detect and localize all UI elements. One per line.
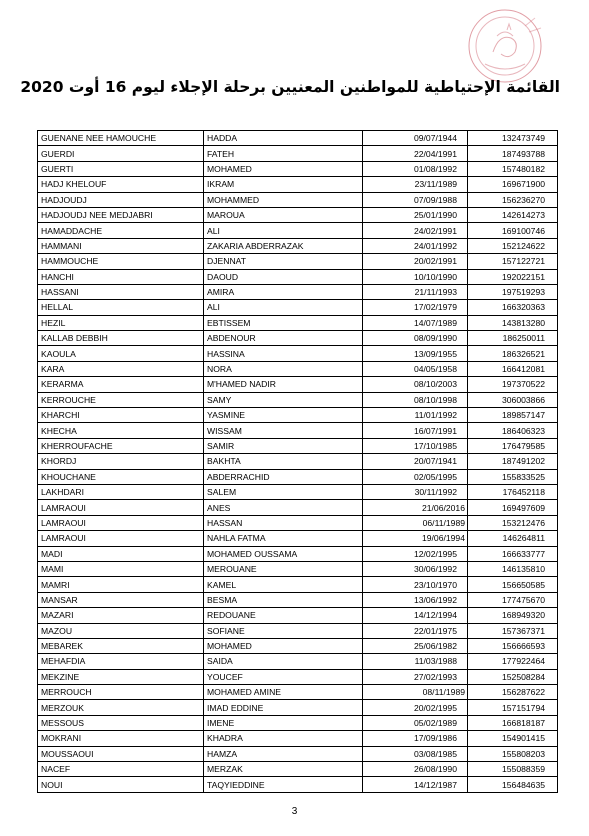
first-name-cell: M'HAMED NADIR <box>204 377 363 392</box>
id-number-cell: 152508284 <box>468 669 558 684</box>
table-row <box>38 346 558 361</box>
id-number-cell: 157122721 <box>468 254 558 269</box>
surname-cell: MERZOUK <box>38 700 204 715</box>
surname-cell: LAMRAOUI <box>38 515 204 530</box>
first-name-cell: SAMIR <box>204 438 363 453</box>
surname-cell: KERROUCHE <box>38 392 204 407</box>
birth-date-cell: 05/02/1989 <box>363 715 468 730</box>
id-number-cell: 187493788 <box>468 146 558 161</box>
first-name-cell: MOHAMED OUSSAMA <box>204 546 363 561</box>
first-name-cell: NORA <box>204 361 363 376</box>
id-number-cell: 156236270 <box>468 192 558 207</box>
table-row <box>38 238 558 253</box>
first-name-cell: IMAD EDDINE <box>204 700 363 715</box>
surname-cell: GUERTI <box>38 161 204 176</box>
first-name-cell: FATEH <box>204 146 363 161</box>
id-number-cell: 155833525 <box>468 469 558 484</box>
surname-cell: HADJ KHELOUF <box>38 177 204 192</box>
surname-cell: MAMI <box>38 561 204 576</box>
id-number-cell: 143813280 <box>468 315 558 330</box>
birth-date-cell: 20/02/1995 <box>363 700 468 715</box>
table-row <box>38 207 558 222</box>
first-name-cell: ABDENOUR <box>204 331 363 346</box>
table-row <box>38 408 558 423</box>
table-row <box>38 454 558 469</box>
surname-cell: GUENANE NEE HAMOUCHE <box>38 131 204 146</box>
first-name-cell: WISSAM <box>204 423 363 438</box>
id-number-cell: 156484635 <box>468 777 558 792</box>
id-number-cell: 166320363 <box>468 300 558 315</box>
first-name-cell: KHADRA <box>204 731 363 746</box>
table-row <box>38 731 558 746</box>
surname-cell: KALLAB DEBBIH <box>38 331 204 346</box>
id-number-cell: 142614273 <box>468 207 558 222</box>
id-number-cell: 153212476 <box>468 515 558 530</box>
birth-date-cell: 01/08/1992 <box>363 161 468 176</box>
table-row <box>38 700 558 715</box>
birth-date-cell: 30/11/1992 <box>363 484 468 499</box>
table-row <box>38 177 558 192</box>
first-name-cell: NAHLA FATMA <box>204 531 363 546</box>
birth-date-cell: 30/06/1992 <box>363 561 468 576</box>
id-number-cell: 166818187 <box>468 715 558 730</box>
birth-date-cell: 08/10/1998 <box>363 392 468 407</box>
table-row <box>38 269 558 284</box>
id-number-cell: 156666593 <box>468 638 558 653</box>
table-row <box>38 608 558 623</box>
table-row <box>38 161 558 176</box>
id-number-cell: 155088359 <box>468 762 558 777</box>
first-name-cell: SALEM <box>204 484 363 499</box>
first-name-cell: IKRAM <box>204 177 363 192</box>
birth-date-cell: 17/10/1985 <box>363 438 468 453</box>
birth-date-cell: 20/07/1941 <box>363 454 468 469</box>
id-number-cell: 166412081 <box>468 361 558 376</box>
table-row <box>38 638 558 653</box>
id-number-cell: 152124622 <box>468 238 558 253</box>
surname-cell: MEHAFDIA <box>38 654 204 669</box>
birth-date-cell: 03/08/1985 <box>363 746 468 761</box>
birth-date-cell: 26/08/1990 <box>363 762 468 777</box>
table-row <box>38 669 558 684</box>
id-number-cell: 177922464 <box>468 654 558 669</box>
page-title: القائمة الإحتياطية للمواطنين المعنيين برحلة الإجلاء ليوم 16 أوت 2020 <box>20 78 560 96</box>
first-name-cell: DAOUD <box>204 269 363 284</box>
birth-date-cell: 04/05/1958 <box>363 361 468 376</box>
first-name-cell: ALI <box>204 223 363 238</box>
first-name-cell: HASSAN <box>204 515 363 530</box>
table-row <box>38 146 558 161</box>
surname-cell: KAOULA <box>38 346 204 361</box>
birth-date-cell: 12/02/1995 <box>363 546 468 561</box>
id-number-cell: 132473749 <box>468 131 558 146</box>
birth-date-cell: 25/06/1982 <box>363 638 468 653</box>
table-row <box>38 469 558 484</box>
id-number-cell: 169100746 <box>468 223 558 238</box>
first-name-cell: TAQYIEDDINE <box>204 777 363 792</box>
table-row <box>38 284 558 299</box>
birth-date-cell: 21/11/1993 <box>363 284 468 299</box>
birth-date-cell: 22/01/1975 <box>363 623 468 638</box>
id-number-cell: 154901415 <box>468 731 558 746</box>
birth-date-cell: 24/02/1991 <box>363 223 468 238</box>
surname-cell: MEBAREK <box>38 638 204 653</box>
surname-cell: NACEF <box>38 762 204 777</box>
id-number-cell: 187491202 <box>468 454 558 469</box>
id-number-cell: 169497609 <box>468 500 558 515</box>
first-name-cell: HADDA <box>204 131 363 146</box>
table-row <box>38 777 558 792</box>
birth-date-cell: 11/01/1992 <box>363 408 468 423</box>
first-name-cell: IMENE <box>204 715 363 730</box>
table-row <box>38 561 558 576</box>
surname-cell: MOKRANI <box>38 731 204 746</box>
table-row <box>38 331 558 346</box>
birth-date-cell: 23/11/1989 <box>363 177 468 192</box>
birth-date-cell: 09/07/1944 <box>363 131 468 146</box>
first-name-cell: DJENNAT <box>204 254 363 269</box>
birth-date-cell: 21/06/2016 <box>363 500 468 515</box>
first-name-cell: MEROUANE <box>204 561 363 576</box>
surname-cell: MAZOU <box>38 623 204 638</box>
table-row <box>38 438 558 453</box>
first-name-cell: SAIDA <box>204 654 363 669</box>
reserve-list-table <box>37 130 558 793</box>
first-name-cell: ANES <box>204 500 363 515</box>
birth-date-cell: 13/09/1955 <box>363 346 468 361</box>
id-number-cell: 155808203 <box>468 746 558 761</box>
id-number-cell: 186250011 <box>468 331 558 346</box>
table-row <box>38 654 558 669</box>
id-number-cell: 306003866 <box>468 392 558 407</box>
id-number-cell: 146135810 <box>468 561 558 576</box>
surname-cell: MAMRI <box>38 577 204 592</box>
birth-date-cell: 24/01/1992 <box>363 238 468 253</box>
surname-cell: KERARMA <box>38 377 204 392</box>
id-number-cell: 197519293 <box>468 284 558 299</box>
first-name-cell: MOHAMED <box>204 638 363 653</box>
table-row <box>38 531 558 546</box>
table-row <box>38 223 558 238</box>
id-number-cell: 166633777 <box>468 546 558 561</box>
first-name-cell: HAMZA <box>204 746 363 761</box>
table-row <box>38 392 558 407</box>
birth-date-cell: 17/02/1979 <box>363 300 468 315</box>
birth-date-cell: 23/10/1970 <box>363 577 468 592</box>
table-row <box>38 546 558 561</box>
table-row <box>38 423 558 438</box>
id-number-cell: 156287622 <box>468 685 558 700</box>
birth-date-cell: 11/03/1988 <box>363 654 468 669</box>
first-name-cell: YOUCEF <box>204 669 363 684</box>
id-number-cell: 176479585 <box>468 438 558 453</box>
table-row <box>38 484 558 499</box>
first-name-cell: MOHAMED AMINE <box>204 685 363 700</box>
id-number-cell: 189857147 <box>468 408 558 423</box>
id-number-cell: 176452118 <box>468 484 558 499</box>
table-row <box>38 515 558 530</box>
first-name-cell: ALI <box>204 300 363 315</box>
birth-date-cell: 22/04/1991 <box>363 146 468 161</box>
table-row <box>38 592 558 607</box>
table-row <box>38 131 558 146</box>
birth-date-cell: 14/07/1989 <box>363 315 468 330</box>
surname-cell: HELLAL <box>38 300 204 315</box>
birth-date-cell: 07/09/1988 <box>363 192 468 207</box>
first-name-cell: MERZAK <box>204 762 363 777</box>
birth-date-cell: 08/11/1989 <box>363 685 468 700</box>
surname-cell: MEKZINE <box>38 669 204 684</box>
birth-date-cell: 20/02/1991 <box>363 254 468 269</box>
surname-cell: HAMMANI <box>38 238 204 253</box>
birth-date-cell: 14/12/1987 <box>363 777 468 792</box>
surname-cell: HAMMOUCHE <box>38 254 204 269</box>
id-number-cell: 197370522 <box>468 377 558 392</box>
birth-date-cell: 16/07/1991 <box>363 423 468 438</box>
surname-cell: MAZARI <box>38 608 204 623</box>
table-row <box>38 361 558 376</box>
surname-cell: LAKHDARI <box>38 484 204 499</box>
surname-cell: KARA <box>38 361 204 376</box>
first-name-cell: SAMY <box>204 392 363 407</box>
birth-date-cell: 25/01/1990 <box>363 207 468 222</box>
table-row <box>38 685 558 700</box>
surname-cell: GUERDI <box>38 146 204 161</box>
birth-date-cell: 19/06/1994 <box>363 531 468 546</box>
surname-cell: HEZIL <box>38 315 204 330</box>
first-name-cell: BAKHTA <box>204 454 363 469</box>
table-row <box>38 715 558 730</box>
table-row <box>38 254 558 269</box>
surname-cell: LAMRAOUI <box>38 531 204 546</box>
id-number-cell: 169671900 <box>468 177 558 192</box>
birth-date-cell: 06/11/1989 <box>363 515 468 530</box>
surname-cell: MANSAR <box>38 592 204 607</box>
first-name-cell: MOHAMED <box>204 161 363 176</box>
id-number-cell: 156650585 <box>468 577 558 592</box>
table-row <box>38 623 558 638</box>
first-name-cell: BESMA <box>204 592 363 607</box>
id-number-cell: 186406323 <box>468 423 558 438</box>
id-number-cell: 168949320 <box>468 608 558 623</box>
table-row <box>38 315 558 330</box>
first-name-cell: YASMINE <box>204 408 363 423</box>
first-name-cell: MAROUA <box>204 207 363 222</box>
birth-date-cell: 14/12/1994 <box>363 608 468 623</box>
surname-cell: KHORDJ <box>38 454 204 469</box>
birth-date-cell: 10/10/1990 <box>363 269 468 284</box>
id-number-cell: 186326521 <box>468 346 558 361</box>
surname-cell: KHERROUFACHE <box>38 438 204 453</box>
surname-cell: HANCHI <box>38 269 204 284</box>
table-row <box>38 192 558 207</box>
table-row <box>38 500 558 515</box>
surname-cell: MERROUCH <box>38 685 204 700</box>
table-row <box>38 746 558 761</box>
birth-date-cell: 17/09/1986 <box>363 731 468 746</box>
surname-cell: MADI <box>38 546 204 561</box>
table-row <box>38 577 558 592</box>
first-name-cell: EBTISSEM <box>204 315 363 330</box>
table-row <box>38 300 558 315</box>
surname-cell: HAMADDACHE <box>38 223 204 238</box>
id-number-cell: 146264811 <box>468 531 558 546</box>
table-row <box>38 377 558 392</box>
surname-cell: KHOUCHANE <box>38 469 204 484</box>
first-name-cell: KAMEL <box>204 577 363 592</box>
id-number-cell: 157480182 <box>468 161 558 176</box>
birth-date-cell: 27/02/1993 <box>363 669 468 684</box>
id-number-cell: 157367371 <box>468 623 558 638</box>
page-number: 3 <box>291 806 298 817</box>
first-name-cell: ABDERRACHID <box>204 469 363 484</box>
surname-cell: HASSANI <box>38 284 204 299</box>
table-row <box>38 762 558 777</box>
surname-cell: MESSOUS <box>38 715 204 730</box>
id-number-cell: 177475670 <box>468 592 558 607</box>
first-name-cell: SOFIANE <box>204 623 363 638</box>
surname-cell: LAMRAOUI <box>38 500 204 515</box>
first-name-cell: MOHAMMED <box>204 192 363 207</box>
surname-cell: HADJOUDJ NEE MEDJABRI <box>38 207 204 222</box>
id-number-cell: 157151794 <box>468 700 558 715</box>
first-name-cell: ZAKARIA ABDERRAZAK <box>204 238 363 253</box>
official-seal-icon <box>455 6 553 86</box>
birth-date-cell: 08/09/1990 <box>363 331 468 346</box>
surname-cell: NOUI <box>38 777 204 792</box>
first-name-cell: HASSINA <box>204 346 363 361</box>
first-name-cell: AMIRA <box>204 284 363 299</box>
surname-cell: HADJOUDJ <box>38 192 204 207</box>
surname-cell: MOUSSAOUI <box>38 746 204 761</box>
birth-date-cell: 08/10/2003 <box>363 377 468 392</box>
id-number-cell: 192022151 <box>468 269 558 284</box>
birth-date-cell: 02/05/1995 <box>363 469 468 484</box>
first-name-cell: REDOUANE <box>204 608 363 623</box>
surname-cell: KHECHA <box>38 423 204 438</box>
surname-cell: KHARCHI <box>38 408 204 423</box>
birth-date-cell: 13/06/1992 <box>363 592 468 607</box>
